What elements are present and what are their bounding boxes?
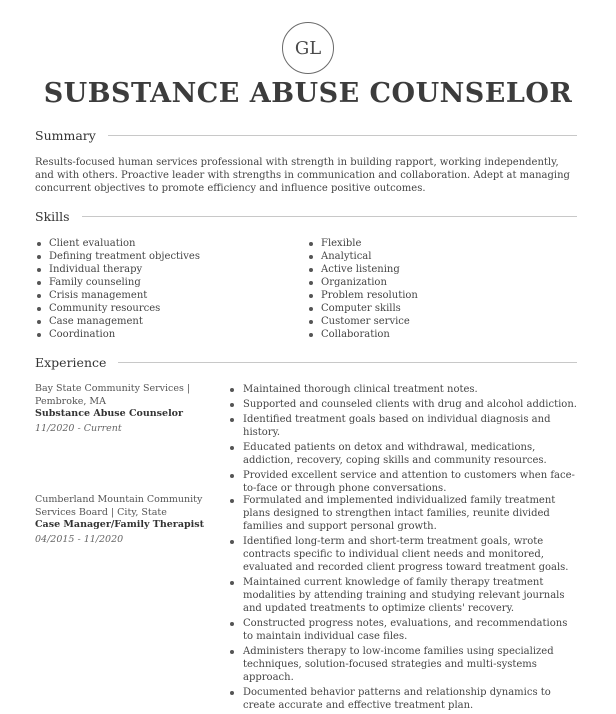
job-bullet: Educated patients on detox and withdrawal, medications, addiction, recovery, coping skills and community resources. <box>228 441 580 467</box>
experience-heading-row <box>35 355 577 370</box>
job-1-bullets <box>228 383 580 497</box>
job-bullet: Identified long-term and short-term treatment goals, wrote contracts specific to individual client needs and monitored, evaluated and recorded client progress toward treatment goals. <box>228 535 580 574</box>
skill-item: Customer service <box>307 315 557 328</box>
monogram-initials: GL <box>294 37 322 59</box>
job-employer: Bay State Community Services | Pembroke, MA <box>35 383 191 407</box>
skills-divider <box>82 216 577 217</box>
skill-item: Crisis management <box>35 289 285 302</box>
skills-list-right <box>307 237 557 341</box>
job-position: Case Manager/Family Therapist <box>35 519 204 530</box>
skill-item: Organization <box>307 276 557 289</box>
job-2-bullets <box>228 494 580 714</box>
skill-item: Defining treatment objectives <box>35 250 285 263</box>
skill-item: Flexible <box>307 237 557 250</box>
skills-heading: Skills <box>35 209 70 224</box>
skill-item: Individual therapy <box>35 263 285 276</box>
skill-item: Community resources <box>35 302 285 315</box>
skill-item: Analytical <box>307 250 557 263</box>
job-1-details <box>35 383 210 435</box>
summary-heading-row <box>35 128 577 143</box>
job-dates: 11/2020 - Current <box>35 422 122 434</box>
job-bullet: Provided excellent service and attention to customers when face-to-face or through phone conversations. <box>228 469 580 495</box>
job-bullet: Documented behavior patterns and relationship dynamics to create accurate and effective treatment plan. <box>228 686 580 712</box>
summary-text: Results-focused human services professional with strength in building rapport, working independently, and with others. Proactive leader with strengths in communication and collaboration. Adept at managing concurrent objectives to promote efficiency and influence positive outcomes. <box>35 157 570 194</box>
job-bullet: Administers therapy to low-income families using specialized techniques, solution-focused strategies and multi-systems approach. <box>228 645 580 684</box>
job-employer: Cumberland Mountain Community Services Board | City, State <box>35 494 203 518</box>
experience-divider <box>118 362 577 363</box>
skill-item: Case management <box>35 315 285 328</box>
resume-title: SUBSTANCE ABUSE COUNSELOR <box>43 78 573 109</box>
skill-item: Family counseling <box>35 276 285 289</box>
job-bullet: Identified treatment goals based on individual diagnosis and history. <box>228 413 580 439</box>
experience-heading: Experience <box>35 355 107 370</box>
skill-item: Collaboration <box>307 328 557 341</box>
skill-item: Active listening <box>307 263 557 276</box>
skill-item: Client evaluation <box>35 237 285 250</box>
summary-heading: Summary <box>35 128 96 143</box>
job-bullet: Maintained current knowledge of family therapy treatment modalities by attending training and studying relevant journals and updated treatments to optimize clients' recovery. <box>228 576 580 615</box>
job-bullet: Maintained thorough clinical treatment notes. <box>228 383 580 396</box>
job-bullet: Formulated and implemented individualized family treatment plans designed to strengthen intact families, reunite divided families and support personal growth. <box>228 494 580 533</box>
skill-item: Coordination <box>35 328 285 341</box>
skills-list-left <box>35 237 285 341</box>
job-2-details <box>35 494 210 546</box>
skill-item: Computer skills <box>307 302 557 315</box>
job-bullet: Constructed progress notes, evaluations, and recommendations to maintain individual case files. <box>228 617 580 643</box>
skill-item: Problem resolution <box>307 289 557 302</box>
monogram-badge <box>282 22 334 74</box>
summary-divider <box>108 135 577 136</box>
job-bullet: Supported and counseled clients with drug and alcohol addiction. <box>228 398 580 411</box>
job-position: Substance Abuse Counselor <box>35 408 184 419</box>
job-dates: 04/2015 - 11/2020 <box>35 533 124 545</box>
skills-heading-row <box>35 209 577 224</box>
